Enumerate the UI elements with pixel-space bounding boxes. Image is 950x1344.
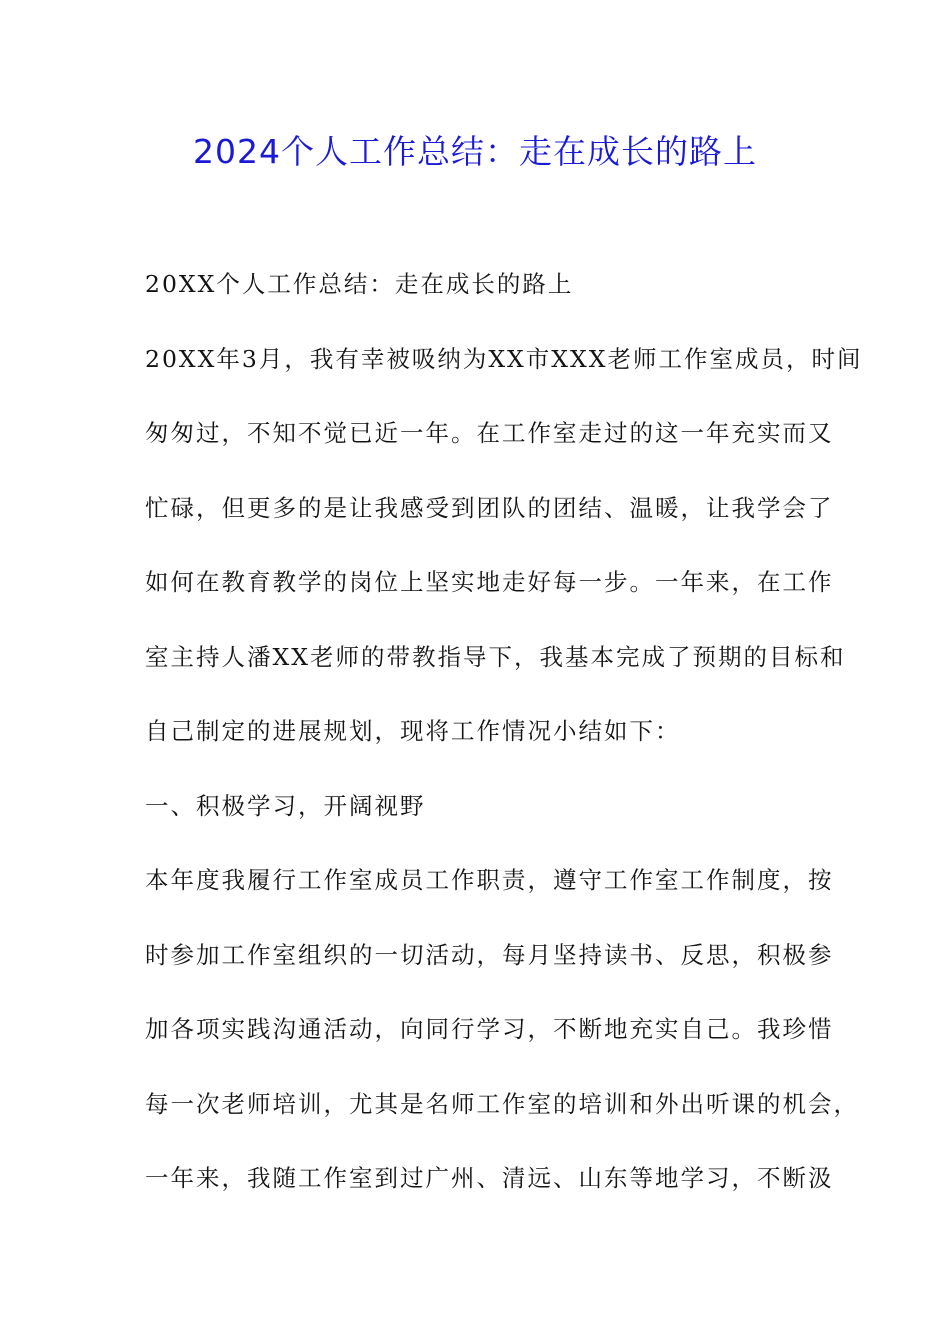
text-line: 时参加工作室组织的一切活动，每月坚持读书、反思，积极参 xyxy=(145,940,834,969)
text-line: 如何在教育教学的岗位上坚实地走好每一步。一年来，在工作 xyxy=(145,568,834,596)
document-title: 2024个人工作总结：走在成长的路上 xyxy=(193,132,757,171)
section-heading: 一、积极学习，开阔视野 xyxy=(145,791,426,820)
text-line: 自己制定的进展规划，现将工作情况小结如下： xyxy=(145,717,681,745)
text-line: 20XX年3月，我有幸被吸纳为XX市XXX老师工作室成员，时间 xyxy=(145,344,863,373)
text-line: 20XX个人工作总结：走在成长的路上 xyxy=(145,270,574,298)
document-body xyxy=(145,258,863,1227)
text-line: 忙碌，但更多的是让我感受到团队的团结、温暖，让我学会了 xyxy=(145,493,834,522)
text-line: 本年度我履行工作室成员工作职责，遵守工作室工作制度，按 xyxy=(145,866,834,894)
text-line: 加各项实践沟通活动，向同行学习，不断地充实自己。我珍惜 xyxy=(145,1015,834,1043)
text-line: 匆匆过，不知不觉已近一年。在工作室走过的这一年充实而又 xyxy=(145,419,834,447)
text-line: 一年来，我随工作室到过广州、清远、山东等地学习，不断汲 xyxy=(145,1164,834,1192)
text-line: 室主持人潘XX老师的带教指导下，我基本完成了预期的目标和 xyxy=(145,642,846,671)
text-line: 每一次老师培训，尤其是名师工作室的培训和外出听课的机会， xyxy=(145,1089,859,1118)
